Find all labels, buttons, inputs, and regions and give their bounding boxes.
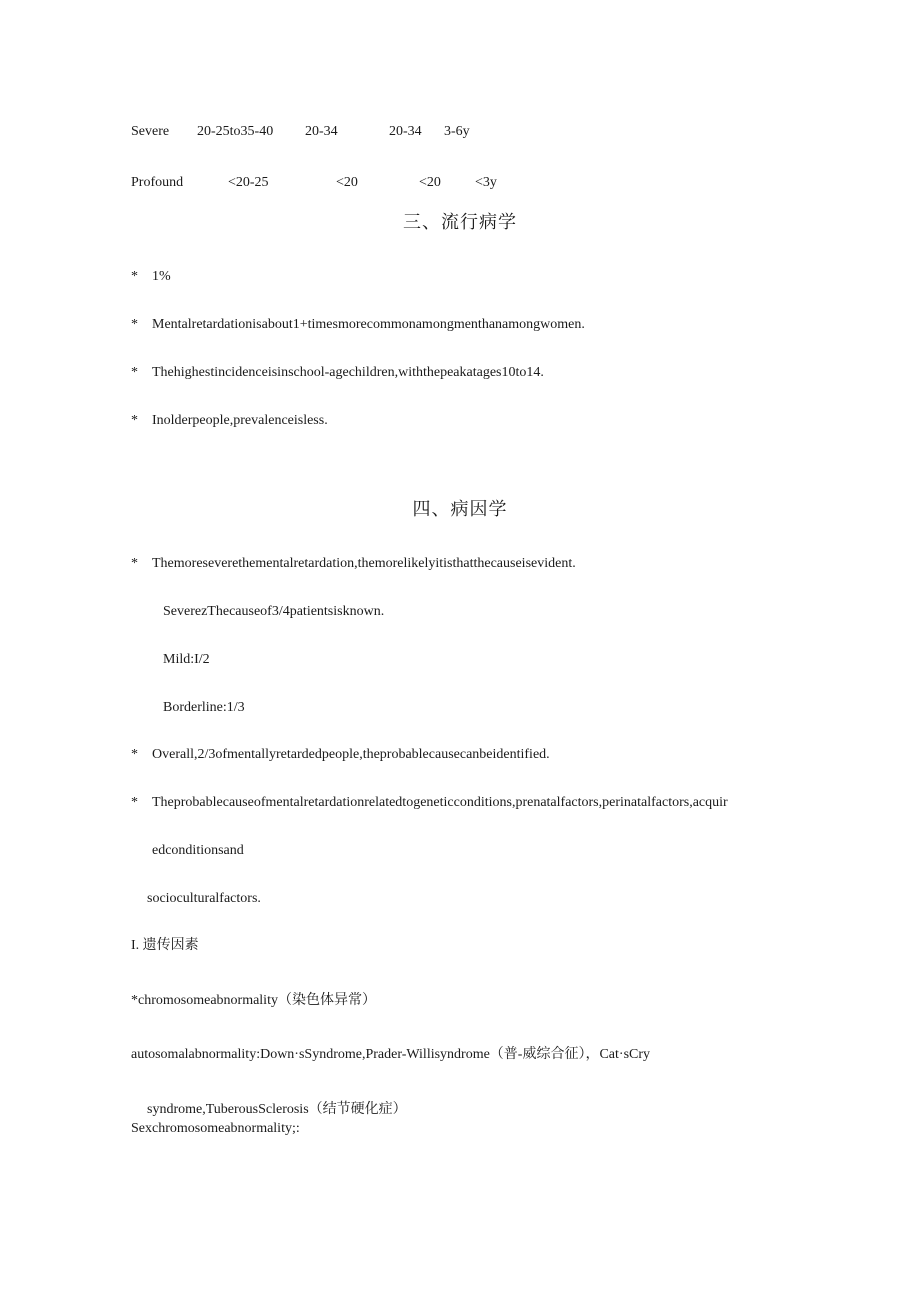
list-item: Mentalretardationisabout1+timesmorecommonamongmenthanamongwomen.	[152, 317, 585, 332]
list-item: Overall,2/3ofmentallyretardedpeople,theprobablecausecanbeidentified.	[152, 747, 550, 762]
bullet-marker: *	[131, 747, 138, 762]
table-cell: <20	[419, 175, 441, 190]
list-item-continuation: edconditionsand	[152, 843, 244, 858]
table-cell: <3y	[475, 175, 497, 190]
sex-chromosome-abnormality-item: Sexchromosomeabnormality;:	[131, 1121, 300, 1136]
bullet-marker: *	[131, 795, 138, 810]
table-cell: 20-34	[389, 124, 422, 139]
list-item: Theprobablecauseofmentalretardationrelatedtogeneticconditions,prenatalfactors,perinatalfactors,acquir	[152, 795, 728, 810]
indented-item: Borderline:1/3	[163, 700, 245, 715]
table-cell: 20-25to35-40	[197, 124, 274, 139]
table-row-severe-label: Severe	[131, 124, 170, 139]
autosomal-abnormality-continuation: syndrome,TuberousSclerosis（结节硬化症）	[147, 1102, 407, 1117]
indented-item: SeverezThecauseof3/4patientsisknown.	[163, 604, 385, 619]
table-cell: 3-6y	[444, 124, 470, 139]
bullet-marker: *	[131, 317, 138, 332]
bullet-marker: *	[131, 269, 138, 284]
subheading-genetic-factors: I. 遗传因素	[131, 938, 199, 953]
bullet-marker: *	[131, 556, 138, 571]
list-item: Themoreseverethementalretardation,themorelikelyitisthatthecauseisevident.	[152, 556, 576, 571]
section-heading-etiology: 四、病因学	[412, 499, 508, 519]
list-item: Inolderpeople,prevalenceisless.	[152, 413, 328, 428]
indented-item: Mild:I/2	[163, 652, 210, 667]
list-item: 1%	[152, 269, 171, 284]
autosomal-abnormality-item: autosomalabnormality:Down·sSyndrome,Prader-Willisyndrome（普-威综合征），Cat·sCry	[131, 1047, 651, 1062]
table-cell: <20-25	[228, 175, 269, 190]
bullet-marker: *	[131, 365, 138, 380]
section-heading-epidemiology: 三、流行病学	[403, 212, 517, 232]
table-row-profound-label: Profound	[131, 175, 184, 190]
chromosome-abnormality-item: *chromosomeabnormality（染色体异常）	[131, 993, 376, 1008]
list-item-continuation: socioculturalfactors.	[147, 891, 261, 906]
table-cell: 20-34	[305, 124, 338, 139]
bullet-marker: *	[131, 413, 138, 428]
table-cell: <20	[336, 175, 358, 190]
list-item: Thehighestincidenceisinschool-agechildren,withthepeakatages10to14.	[152, 365, 544, 380]
